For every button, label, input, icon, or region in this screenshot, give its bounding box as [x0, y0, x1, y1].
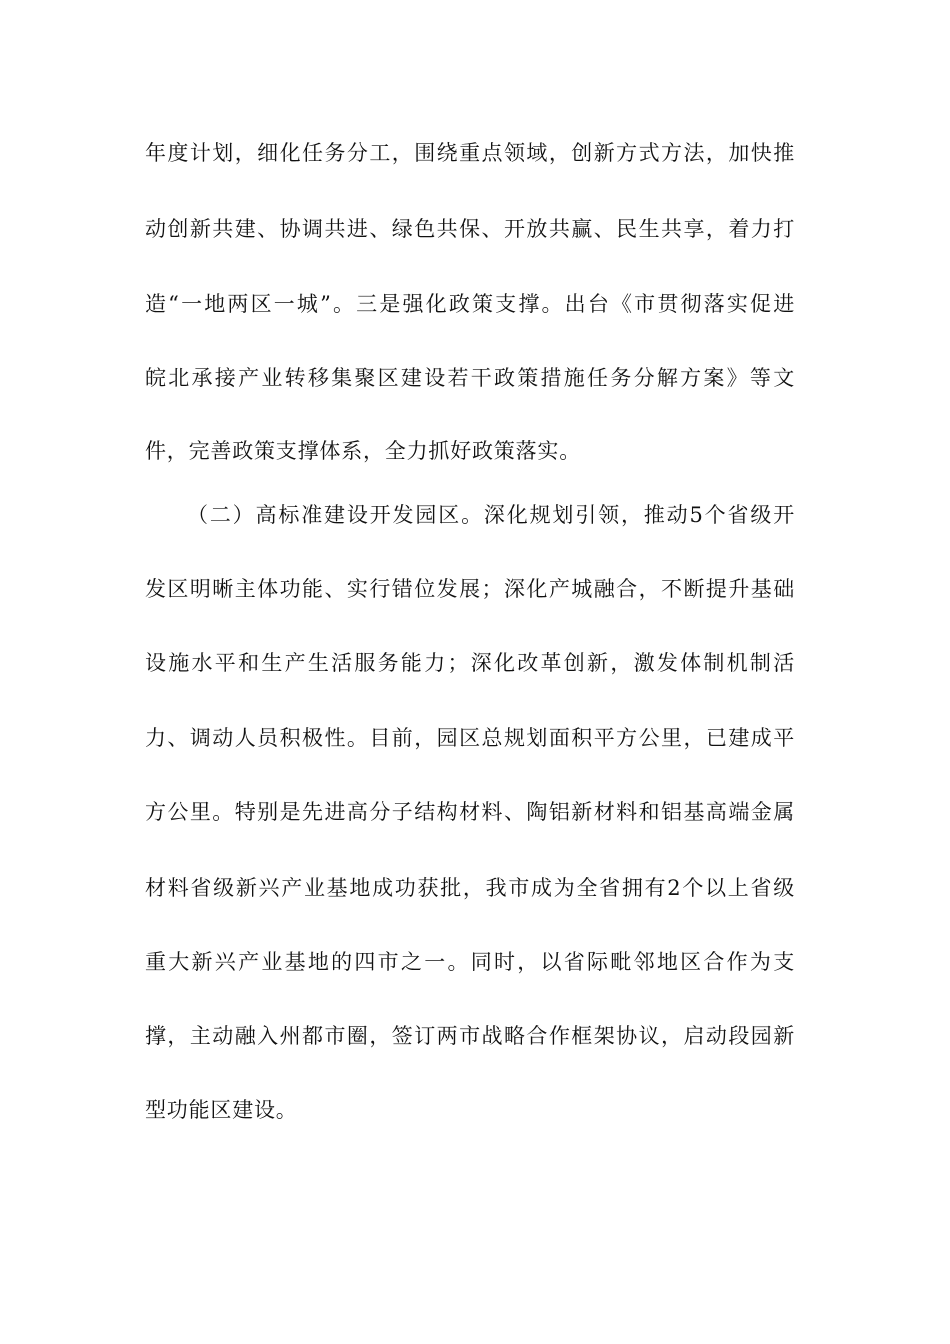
paragraph-line: 造“一地两区一城”。三是强化政策支撑。出台《市贯彻落实促进 — [145, 292, 795, 316]
paragraph-line: 设施水平和生产生活服务能力；深化改革创新，激发体制机制活 — [145, 651, 795, 675]
section-heading-line: （二）高标准建设开发园区。深化规划引领，推动5个省级开 — [187, 503, 795, 527]
paragraph-line: 动创新共建、协调共进、绿色共保、开放共赢、民生共享，着力打 — [145, 217, 795, 241]
paragraph-line: 材料省级新兴产业基地成功获批，我市成为全省拥有2个以上省级 — [145, 876, 795, 900]
paragraph-line: 型功能区建设。 — [145, 1098, 298, 1122]
paragraph-line: 皖北承接产业转移集聚区建设若干政策措施任务分解方案》等文 — [145, 366, 795, 390]
paragraph-line: 重大新兴产业基地的四市之一。同时，以省际毗邻地区合作为支 — [145, 950, 795, 974]
paragraph-line: 方公里。特别是先进高分子结构材料、陶铝新材料和铝基高端金属 — [145, 800, 795, 824]
paragraph-line: 撑，主动融入州都市圈，签订两市战略合作框架协议，启动段园新 — [145, 1024, 795, 1048]
paragraph-line: 力、调动人员积极性。目前，园区总规划面积平方公里，已建成平 — [145, 726, 795, 750]
paragraph-line: 发区明晰主体功能、实行错位发展；深化产城融合，不断提升基础 — [145, 577, 795, 601]
paragraph-line: 件，完善政策支撑体系，全力抓好政策落实。 — [145, 439, 581, 463]
paragraph-line: 年度计划，细化任务分工，围绕重点领域，创新方式方法，加快推 — [145, 141, 795, 165]
